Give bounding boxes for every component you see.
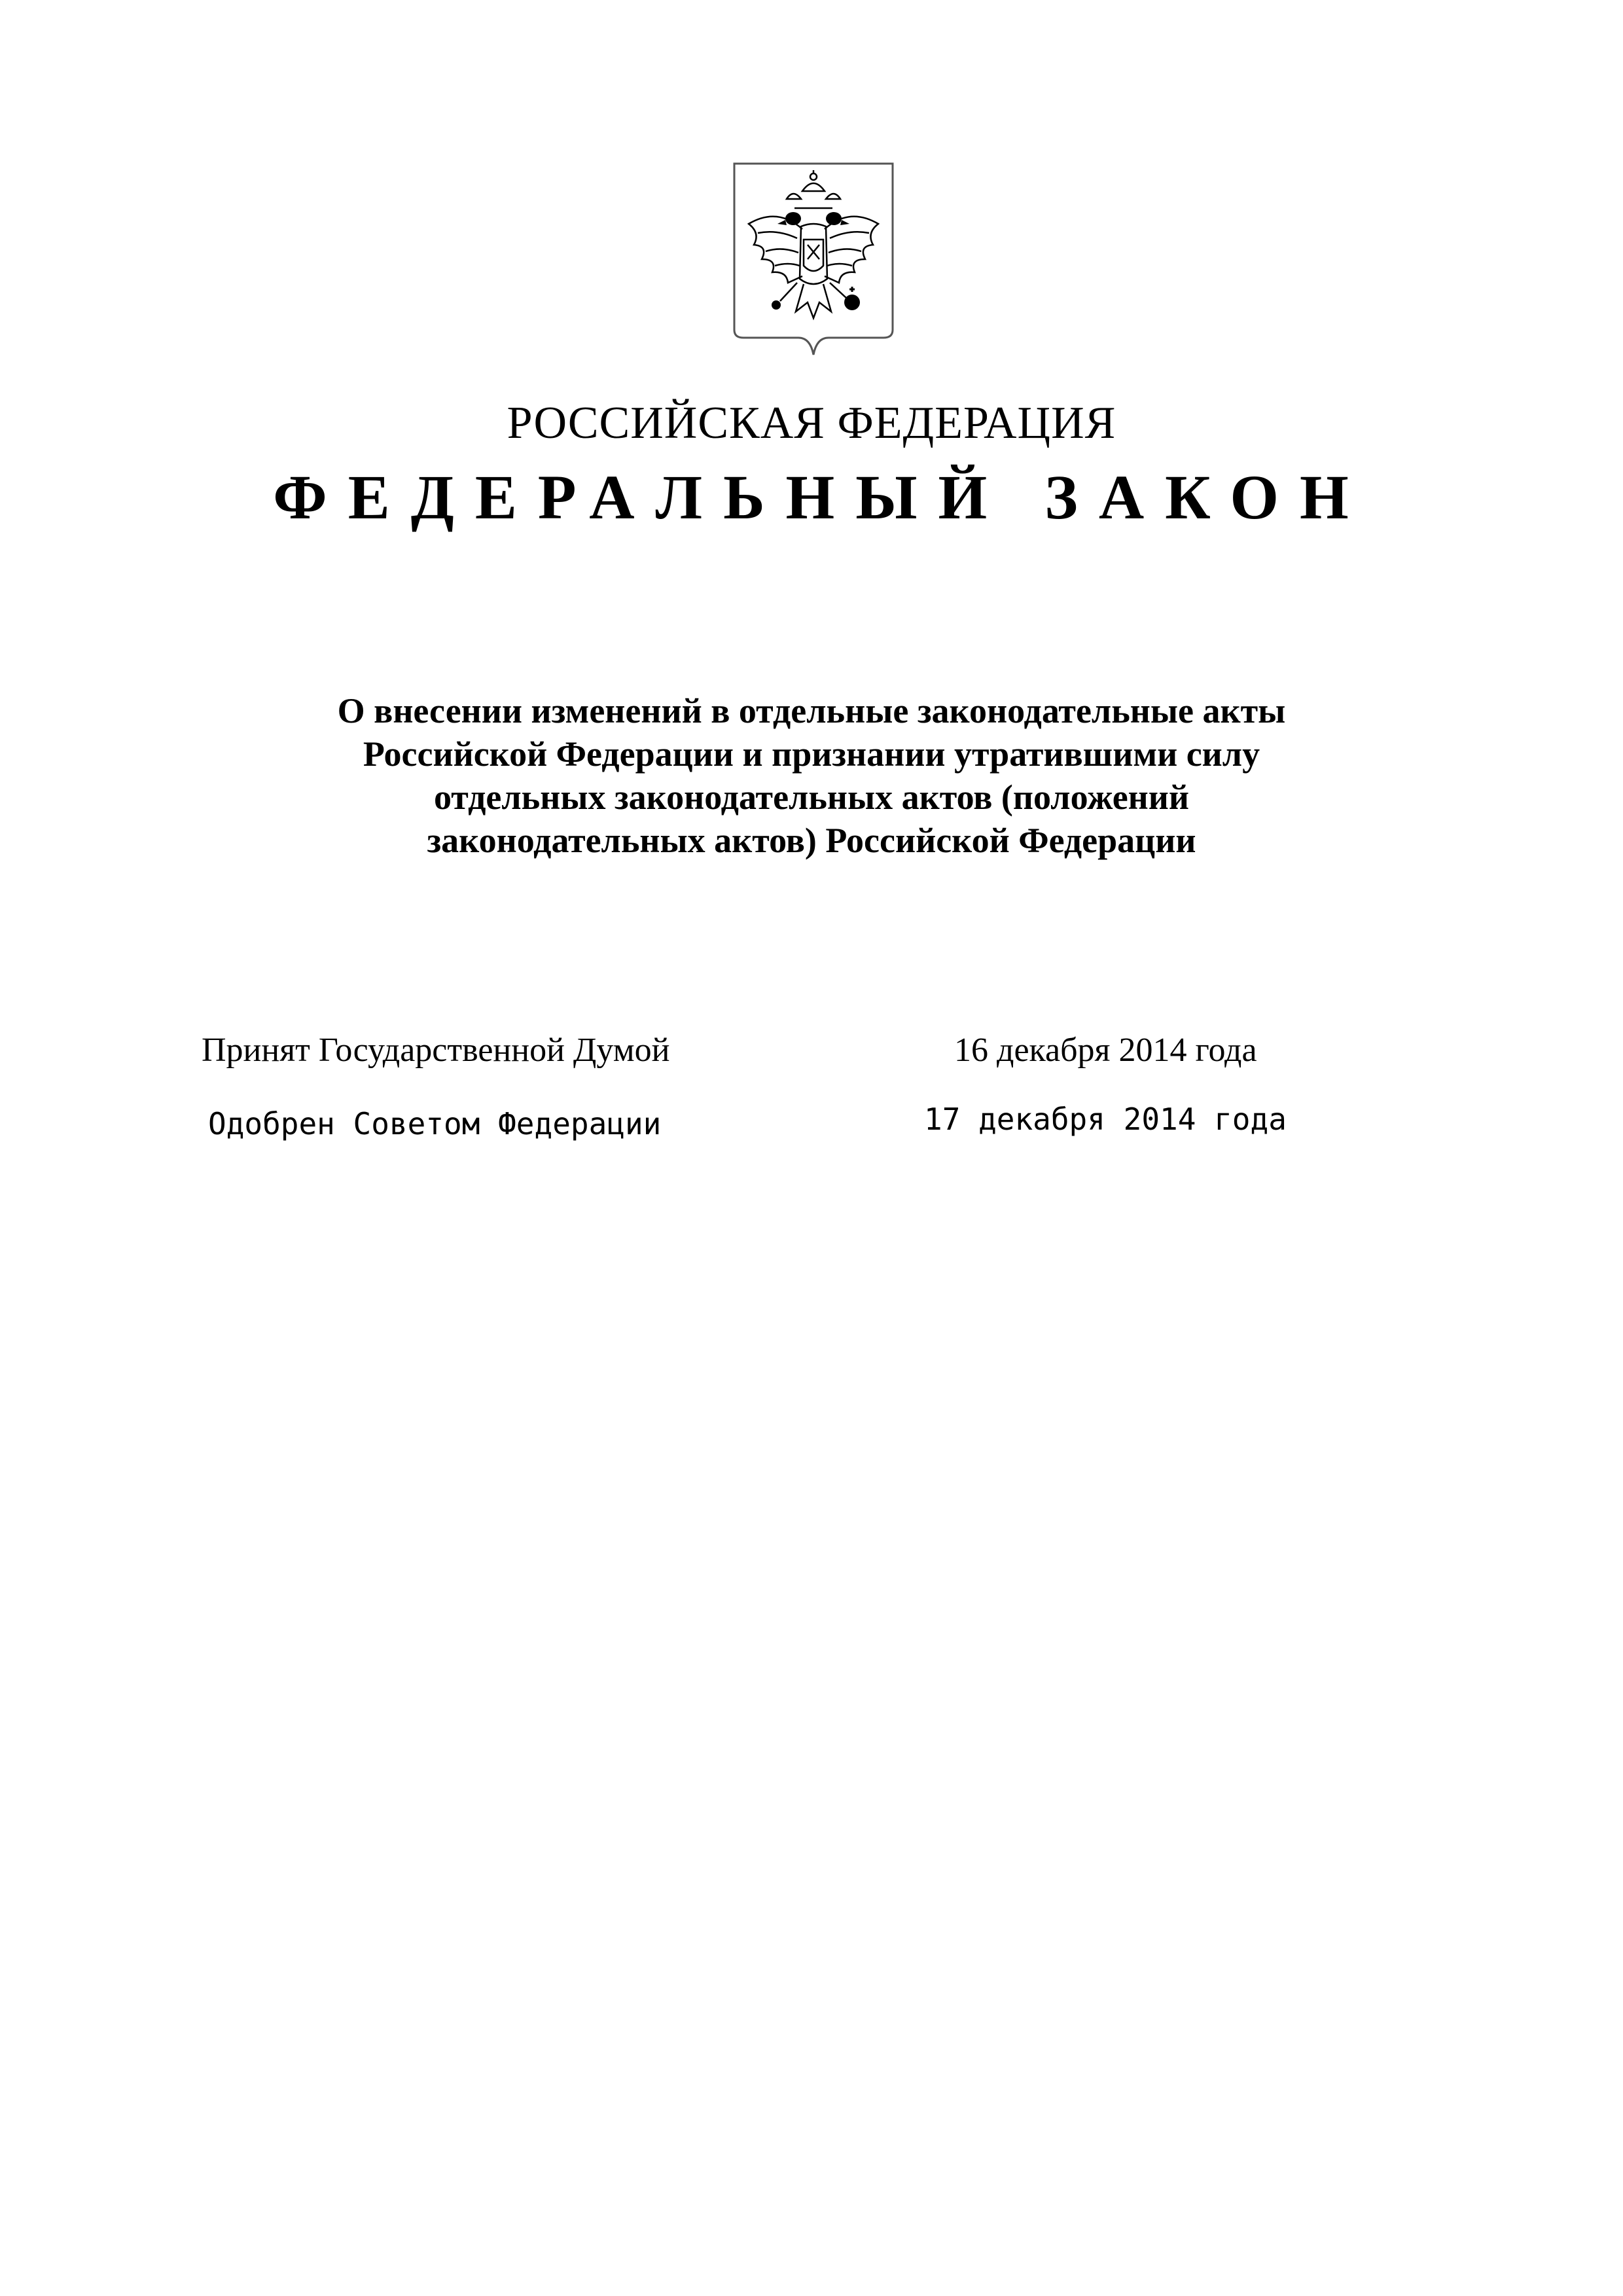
law-title-line: О внесении изменений в отдельные законодательные акты bbox=[337, 691, 1286, 730]
law-title-line: отдельных законодательных актов (положений bbox=[433, 778, 1190, 817]
approved-by-council-label: Одобрен Советом Федерации bbox=[208, 1106, 662, 1141]
document-type: ФЕДЕРАЛЬНЫЙ ЗАКОН bbox=[273, 462, 1370, 532]
approved-date: 17 декабря 2014 года bbox=[924, 1102, 1287, 1137]
adopted-date: 16 декабря 2014 года bbox=[954, 1031, 1257, 1069]
country-name: РОССИЙСКАЯ ФЕДЕРАЦИЯ bbox=[507, 398, 1116, 448]
law-title bbox=[196, 689, 1427, 862]
adopted-by-duma-label: Принят Государственной Думой bbox=[202, 1031, 670, 1069]
russian-coat-of-arms-icon bbox=[732, 161, 895, 357]
law-title-line: Российской Федерации и признании утратившими силу bbox=[363, 734, 1260, 774]
law-title-line: законодательных актов) Российской Федерации bbox=[427, 821, 1196, 860]
